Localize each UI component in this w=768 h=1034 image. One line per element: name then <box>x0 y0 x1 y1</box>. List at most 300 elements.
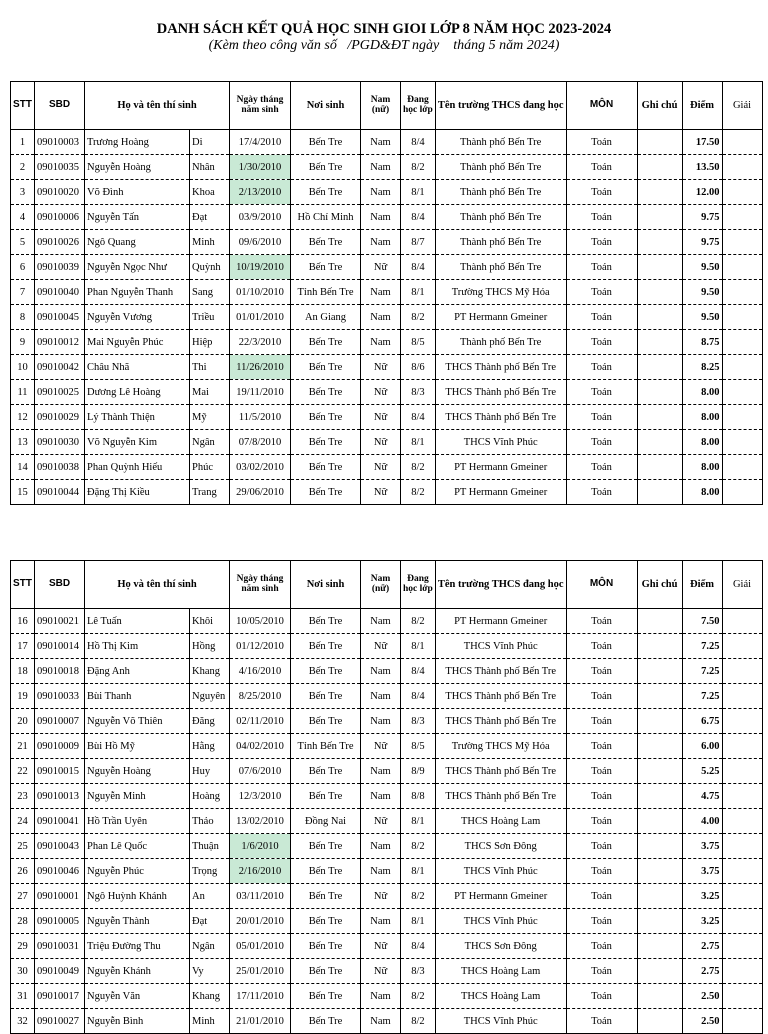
header-note: Ghi chú <box>637 82 682 130</box>
row-school: PT Hermann Gmeiner <box>435 305 566 330</box>
row-gender: Nam <box>361 180 401 205</box>
table-row <box>11 859 763 884</box>
row-score: 9.50 <box>682 280 722 305</box>
header-class: Đang học lớp <box>401 561 436 609</box>
row-class: 8/3 <box>401 959 436 984</box>
row-dob: 03/11/2010 <box>230 884 291 909</box>
row-award <box>722 709 762 734</box>
row-sbd: 09010009 <box>35 734 85 759</box>
table-row <box>11 759 763 784</box>
header-school: Tên trường THCS đang học <box>435 82 566 130</box>
row-award <box>722 455 762 480</box>
row-student-name: Nguyễn Vương <box>85 305 190 330</box>
row-score: 7.25 <box>682 659 722 684</box>
header-award: Giải <box>722 561 762 609</box>
row-sbd: 09010027 <box>35 1009 85 1034</box>
row-gender: Nam <box>361 834 401 859</box>
row-dob: 25/01/2010 <box>230 959 291 984</box>
row-gender: Nữ <box>361 884 401 909</box>
row-sbd: 09010018 <box>35 659 85 684</box>
row-dob: 13/02/2010 <box>230 809 291 834</box>
row-given-name: Hằng <box>190 734 230 759</box>
row-gender: Nam <box>361 305 401 330</box>
row-sbd: 09010044 <box>35 480 85 505</box>
row-stt: 16 <box>11 609 35 634</box>
row-birthplace: Bến Tre <box>291 405 361 430</box>
header-school: Tên trường THCS đang học <box>435 561 566 609</box>
row-award <box>722 205 762 230</box>
row-award <box>722 405 762 430</box>
row-given-name: Khôi <box>190 609 230 634</box>
row-dob: 29/06/2010 <box>230 480 291 505</box>
row-subject: Toán <box>566 834 637 859</box>
table-row <box>11 784 763 809</box>
row-subject: Toán <box>566 155 637 180</box>
row-stt: 9 <box>11 330 35 355</box>
row-award <box>722 230 762 255</box>
row-note <box>637 659 682 684</box>
row-score: 6.00 <box>682 734 722 759</box>
row-sbd: 09010038 <box>35 455 85 480</box>
row-award <box>722 155 762 180</box>
row-given-name: Khang <box>190 984 230 1009</box>
row-gender: Nữ <box>361 455 401 480</box>
row-dob: 21/01/2010 <box>230 1009 291 1034</box>
header-dob: Ngày tháng năm sinh <box>230 82 291 130</box>
row-gender: Nữ <box>361 255 401 280</box>
row-score: 4.00 <box>682 809 722 834</box>
row-sbd: 09010040 <box>35 280 85 305</box>
table-row <box>11 834 763 859</box>
header-award: Giải <box>722 82 762 130</box>
row-subject: Toán <box>566 909 637 934</box>
table-row <box>11 205 763 230</box>
results-table-2 <box>10 560 763 1034</box>
row-score: 9.50 <box>682 255 722 280</box>
row-school: PT Hermann Gmeiner <box>435 884 566 909</box>
row-sbd: 09010025 <box>35 380 85 405</box>
row-birthplace: Bến Tre <box>291 659 361 684</box>
row-gender: Nữ <box>361 634 401 659</box>
header-name: Họ và tên thí sinh <box>85 82 230 130</box>
row-birthplace: Bến Tre <box>291 634 361 659</box>
row-sbd: 09010017 <box>35 984 85 1009</box>
row-dob: 01/12/2010 <box>230 634 291 659</box>
row-note <box>637 934 682 959</box>
table-body-1 <box>11 130 763 505</box>
row-note <box>637 155 682 180</box>
row-subject: Toán <box>566 480 637 505</box>
row-birthplace: Tỉnh Bến Tre <box>291 280 361 305</box>
row-score: 3.25 <box>682 884 722 909</box>
row-note <box>637 809 682 834</box>
row-birthplace: Bến Tre <box>291 784 361 809</box>
row-note <box>637 255 682 280</box>
row-gender: Nữ <box>361 355 401 380</box>
table-row <box>11 155 763 180</box>
row-student-name: Nguyễn Văn <box>85 984 190 1009</box>
row-given-name: Nguyên <box>190 684 230 709</box>
row-given-name: Khoa <box>190 180 230 205</box>
table-body-2 <box>11 609 763 1034</box>
row-note <box>637 280 682 305</box>
row-class: 8/2 <box>401 455 436 480</box>
header-sbd: SBD <box>35 561 85 609</box>
row-subject: Toán <box>566 759 637 784</box>
row-note <box>637 884 682 909</box>
row-award <box>722 480 762 505</box>
row-class: 8/2 <box>401 609 436 634</box>
row-note <box>637 609 682 634</box>
row-score: 7.25 <box>682 634 722 659</box>
row-score: 9.75 <box>682 205 722 230</box>
row-school: THCS Thành phố Bến Tre <box>435 380 566 405</box>
row-stt: 22 <box>11 759 35 784</box>
row-given-name: Mỹ <box>190 405 230 430</box>
row-school: Trường THCS Mỹ Hóa <box>435 280 566 305</box>
row-student-name: Nguyễn Ngọc Như <box>85 255 190 280</box>
row-student-name: Dương Lê Hoàng <box>85 380 190 405</box>
row-note <box>637 759 682 784</box>
row-dob: 22/3/2010 <box>230 330 291 355</box>
row-sbd: 09010030 <box>35 430 85 455</box>
table-row <box>11 634 763 659</box>
row-dob: 10/19/2010 <box>230 255 291 280</box>
row-note <box>637 634 682 659</box>
row-birthplace: An Giang <box>291 305 361 330</box>
row-gender: Nam <box>361 984 401 1009</box>
row-sbd: 09010043 <box>35 834 85 859</box>
row-student-name: Hồ Thị Kim <box>85 634 190 659</box>
row-subject: Toán <box>566 634 637 659</box>
row-class: 8/2 <box>401 480 436 505</box>
row-sbd: 09010035 <box>35 155 85 180</box>
row-school: THCS Vĩnh Phúc <box>435 909 566 934</box>
row-school: Thành phố Bến Tre <box>435 230 566 255</box>
row-sbd: 09010041 <box>35 809 85 834</box>
row-note <box>637 709 682 734</box>
row-class: 8/1 <box>401 859 436 884</box>
row-dob: 01/01/2010 <box>230 305 291 330</box>
row-given-name: Hiệp <box>190 330 230 355</box>
row-birthplace: Bến Tre <box>291 1009 361 1034</box>
row-score: 3.25 <box>682 909 722 934</box>
row-score: 8.00 <box>682 405 722 430</box>
row-score: 8.00 <box>682 380 722 405</box>
row-given-name: Đạt <box>190 909 230 934</box>
row-score: 8.75 <box>682 330 722 355</box>
row-gender: Nam <box>361 859 401 884</box>
row-gender: Nam <box>361 609 401 634</box>
row-birthplace: Bến Tre <box>291 909 361 934</box>
row-class: 8/1 <box>401 180 436 205</box>
row-school: PT Hermann Gmeiner <box>435 455 566 480</box>
row-school: Thành phố Bến Tre <box>435 155 566 180</box>
row-given-name: Ngân <box>190 934 230 959</box>
row-score: 3.75 <box>682 834 722 859</box>
row-note <box>637 405 682 430</box>
table-row <box>11 180 763 205</box>
row-class: 8/4 <box>401 130 436 155</box>
row-subject: Toán <box>566 305 637 330</box>
row-class: 8/2 <box>401 834 436 859</box>
row-subject: Toán <box>566 280 637 305</box>
row-stt: 20 <box>11 709 35 734</box>
row-dob: 12/3/2010 <box>230 784 291 809</box>
row-score: 2.75 <box>682 959 722 984</box>
row-sbd: 09010033 <box>35 684 85 709</box>
row-score: 12.00 <box>682 180 722 205</box>
row-stt: 2 <box>11 155 35 180</box>
row-subject: Toán <box>566 1009 637 1034</box>
row-student-name: Trương Hoàng <box>85 130 190 155</box>
row-award <box>722 305 762 330</box>
row-given-name: Trang <box>190 480 230 505</box>
row-subject: Toán <box>566 709 637 734</box>
row-given-name: Vy <box>190 959 230 984</box>
row-dob: 2/16/2010 <box>230 859 291 884</box>
row-award <box>722 909 762 934</box>
row-award <box>722 784 762 809</box>
row-school: Thành phố Bến Tre <box>435 330 566 355</box>
header-gender: Nam (nữ) <box>361 82 401 130</box>
table-row <box>11 355 763 380</box>
row-sbd: 09010031 <box>35 934 85 959</box>
row-score: 6.75 <box>682 709 722 734</box>
row-stt: 27 <box>11 884 35 909</box>
row-dob: 17/4/2010 <box>230 130 291 155</box>
row-given-name: Minh <box>190 230 230 255</box>
row-stt: 3 <box>11 180 35 205</box>
row-class: 8/1 <box>401 634 436 659</box>
row-stt: 11 <box>11 380 35 405</box>
row-stt: 31 <box>11 984 35 1009</box>
row-dob: 03/9/2010 <box>230 205 291 230</box>
row-student-name: Ngô Huỳnh Khánh <box>85 884 190 909</box>
table-row <box>11 130 763 155</box>
row-award <box>722 1009 762 1034</box>
row-award <box>722 984 762 1009</box>
row-given-name: Mai <box>190 380 230 405</box>
row-subject: Toán <box>566 809 637 834</box>
row-school: THCS Sơn Đông <box>435 834 566 859</box>
row-award <box>722 934 762 959</box>
row-school: THCS Thành phố Bến Tre <box>435 784 566 809</box>
row-school: THCS Vĩnh Phúc <box>435 859 566 884</box>
row-award <box>722 884 762 909</box>
row-note <box>637 305 682 330</box>
row-birthplace: Bến Tre <box>291 330 361 355</box>
table-row <box>11 1009 763 1034</box>
row-sbd: 09010021 <box>35 609 85 634</box>
row-given-name: Huy <box>190 759 230 784</box>
row-student-name: Nguyễn Hoàng <box>85 759 190 784</box>
row-note <box>637 230 682 255</box>
row-given-name: Trọng <box>190 859 230 884</box>
row-given-name: Thi <box>190 355 230 380</box>
row-sbd: 09010049 <box>35 959 85 984</box>
row-score: 4.75 <box>682 784 722 809</box>
row-note <box>637 180 682 205</box>
row-stt: 29 <box>11 934 35 959</box>
row-class: 8/2 <box>401 884 436 909</box>
row-dob: 11/5/2010 <box>230 405 291 430</box>
row-birthplace: Bến Tre <box>291 684 361 709</box>
row-sbd: 09010042 <box>35 355 85 380</box>
row-score: 5.25 <box>682 759 722 784</box>
table-row <box>11 684 763 709</box>
header-dob: Ngày tháng năm sinh <box>230 561 291 609</box>
table-row <box>11 255 763 280</box>
row-subject: Toán <box>566 430 637 455</box>
row-given-name: An <box>190 884 230 909</box>
row-given-name: Phúc <box>190 455 230 480</box>
row-class: 8/4 <box>401 659 436 684</box>
row-school: PT Hermann Gmeiner <box>435 480 566 505</box>
row-dob: 8/25/2010 <box>230 684 291 709</box>
row-dob: 09/6/2010 <box>230 230 291 255</box>
row-subject: Toán <box>566 734 637 759</box>
row-score: 7.50 <box>682 609 722 634</box>
row-award <box>722 330 762 355</box>
row-birthplace: Bến Tre <box>291 180 361 205</box>
row-sbd: 09010029 <box>35 405 85 430</box>
table-row <box>11 455 763 480</box>
row-score: 8.00 <box>682 455 722 480</box>
row-class: 8/4 <box>401 684 436 709</box>
row-school: THCS Vĩnh Phúc <box>435 430 566 455</box>
row-student-name: Đặng Anh <box>85 659 190 684</box>
table-row <box>11 280 763 305</box>
row-student-name: Bùi Hồ Mỹ <box>85 734 190 759</box>
row-sbd: 09010003 <box>35 130 85 155</box>
row-birthplace: Bến Tre <box>291 759 361 784</box>
table-row <box>11 809 763 834</box>
table-row <box>11 709 763 734</box>
row-given-name: Nhân <box>190 155 230 180</box>
row-sbd: 09010045 <box>35 305 85 330</box>
row-birthplace: Bến Tre <box>291 609 361 634</box>
row-birthplace: Hồ Chí Minh <box>291 205 361 230</box>
table-header-row <box>11 561 763 609</box>
row-gender: Nam <box>361 330 401 355</box>
row-student-name: Võ Nguyễn Kim <box>85 430 190 455</box>
row-given-name: Thảo <box>190 809 230 834</box>
row-subject: Toán <box>566 405 637 430</box>
row-award <box>722 859 762 884</box>
row-class: 8/1 <box>401 809 436 834</box>
row-subject: Toán <box>566 330 637 355</box>
row-sbd: 09010013 <box>35 784 85 809</box>
table-row <box>11 734 763 759</box>
row-class: 8/7 <box>401 230 436 255</box>
row-subject: Toán <box>566 884 637 909</box>
row-birthplace: Bến Tre <box>291 709 361 734</box>
row-note <box>637 784 682 809</box>
row-stt: 14 <box>11 455 35 480</box>
row-award <box>722 130 762 155</box>
row-score: 2.50 <box>682 1009 722 1034</box>
header-score: Điểm <box>682 561 722 609</box>
row-school: Trường THCS Mỹ Hóa <box>435 734 566 759</box>
header-subject: MÔN <box>566 82 637 130</box>
row-note <box>637 984 682 1009</box>
row-stt: 13 <box>11 430 35 455</box>
row-award <box>722 959 762 984</box>
table-row <box>11 884 763 909</box>
row-student-name: Bùi Thanh <box>85 684 190 709</box>
row-award <box>722 834 762 859</box>
row-dob: 10/05/2010 <box>230 609 291 634</box>
row-class: 8/2 <box>401 984 436 1009</box>
row-school: THCS Sơn Đông <box>435 934 566 959</box>
row-stt: 32 <box>11 1009 35 1034</box>
row-sbd: 09010005 <box>35 909 85 934</box>
row-given-name: Thuận <box>190 834 230 859</box>
row-score: 8.25 <box>682 355 722 380</box>
row-class: 8/3 <box>401 380 436 405</box>
row-gender: Nam <box>361 909 401 934</box>
row-school: Thành phố Bến Tre <box>435 205 566 230</box>
row-stt: 8 <box>11 305 35 330</box>
row-class: 8/4 <box>401 255 436 280</box>
row-student-name: Hồ Trần Uyên <box>85 809 190 834</box>
row-birthplace: Bến Tre <box>291 859 361 884</box>
row-school: PT Hermann Gmeiner <box>435 609 566 634</box>
row-note <box>637 834 682 859</box>
row-stt: 4 <box>11 205 35 230</box>
header-birthplace: Nơi sinh <box>291 82 361 130</box>
row-subject: Toán <box>566 180 637 205</box>
row-dob: 19/11/2010 <box>230 380 291 405</box>
row-award <box>722 380 762 405</box>
row-stt: 26 <box>11 859 35 884</box>
row-award <box>722 355 762 380</box>
row-birthplace: Bến Tre <box>291 959 361 984</box>
table-row <box>11 659 763 684</box>
row-class: 8/1 <box>401 280 436 305</box>
row-subject: Toán <box>566 355 637 380</box>
row-student-name: Lê Tuấn <box>85 609 190 634</box>
row-school: Thành phố Bến Tre <box>435 255 566 280</box>
row-note <box>637 1009 682 1034</box>
row-birthplace: Tỉnh Bến Tre <box>291 734 361 759</box>
row-given-name: Di <box>190 130 230 155</box>
table-row <box>11 305 763 330</box>
row-award <box>722 280 762 305</box>
header-birthplace: Nơi sinh <box>291 561 361 609</box>
row-award <box>722 684 762 709</box>
row-subject: Toán <box>566 230 637 255</box>
row-school: THCS Thành phố Bến Tre <box>435 659 566 684</box>
table-row <box>11 430 763 455</box>
row-score: 9.50 <box>682 305 722 330</box>
header-score: Điểm <box>682 82 722 130</box>
table-row <box>11 984 763 1009</box>
row-student-name: Triệu Đường Thu <box>85 934 190 959</box>
row-score: 13.50 <box>682 155 722 180</box>
row-dob: 11/26/2010 <box>230 355 291 380</box>
row-class: 8/6 <box>401 355 436 380</box>
table-row <box>11 959 763 984</box>
row-student-name: Nguyễn Minh <box>85 784 190 809</box>
row-stt: 1 <box>11 130 35 155</box>
row-stt: 24 <box>11 809 35 834</box>
header-gender: Nam (nữ) <box>361 561 401 609</box>
row-birthplace: Bến Tre <box>291 380 361 405</box>
row-subject: Toán <box>566 255 637 280</box>
row-gender: Nam <box>361 1009 401 1034</box>
